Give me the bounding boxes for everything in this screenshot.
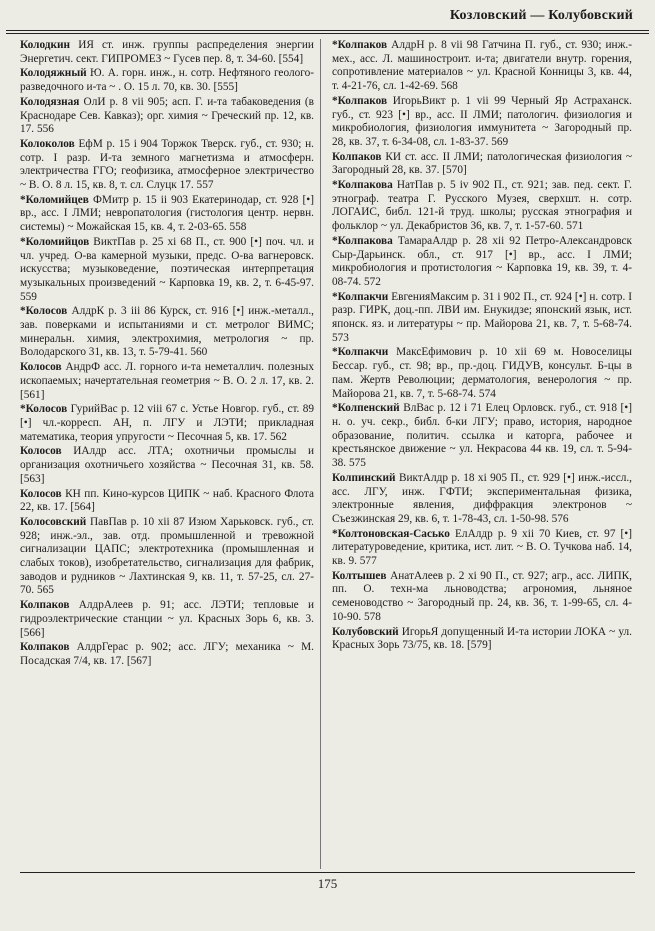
entry-text: ВиктАлдр р. 18 xi 905 П., ст. 929 [•] инж.-иссл., асс. ЛГУ, инж. ГФТИ; экспериментальная физика, электронные явления, диффракция электронов ~ Съезжинская 29, кв. 6, т. 1-78-43, сл. 1-50-98. 576 xyxy=(332,471,632,525)
entry-text: ЕвгенияМаксим р. 31 i 902 П., ст. 924 [•] н. сотр. I разр. ГИРК, доц.-пп. ЛВИ им. Енукидзе; японский язык, ист. японск. яз. и литературы ~ пр. Майорова 21, кв. 7, т. 5-68-74. 573 xyxy=(332,290,632,344)
dictionary-entry xyxy=(332,570,632,625)
entry-text: КИ ст. асс. II ЛМИ; патологическая физиология ~ Загородный 28, кв. 37. [570] xyxy=(332,150,632,177)
entry-text: Ю. А. горн. инж., н. сотр. Нефтяного геолого-разведочного и-та ~ . О. 15 л. 70, кв. 30. [555] xyxy=(20,67,314,94)
entry-text: ПавПав р. 10 xii 87 Изюм Харьковск. губ., ст. 928; инж.-эл., зав. отд. промышленной и тревожной сигнализации ЦАПС; электротехника (промышленная и слабых токов), изобретательство, сигнализация для фабрик, заводов и рудников ~ Лахтинская 9, кв. 11, т. 57-25, сл. 27-70. 565 xyxy=(20,515,315,597)
dictionary-entry xyxy=(332,626,632,653)
entry-headword: *Колосов xyxy=(20,305,68,318)
entry-headword: *Колпакчи xyxy=(332,290,389,303)
entry-headword: *Колосов xyxy=(20,403,68,416)
entry-headword: *Коломийцев xyxy=(20,193,89,206)
footer-rule xyxy=(20,872,635,873)
entry-headword: *Колтоновская-Сасько xyxy=(332,527,450,540)
entry-headword: *Колпакова xyxy=(332,179,393,192)
entry-headword: Колодяжный xyxy=(20,67,87,80)
entry-text: ИгорьВикт р. 1 vii 99 Черный Яр Астраханск. губ., ст. 923 [•] вр., асс. II ЛМИ; патологич. физиология и микробиология, физиология иммунитета ~ Загородный пр. 28, кв. 37, т. 6-34-08, сл. 1-83-37. 569 xyxy=(332,94,632,148)
dictionary-entry xyxy=(20,305,314,360)
dictionary-entry xyxy=(332,95,632,150)
entry-headword: *Коломийцов xyxy=(20,235,90,248)
dictionary-entry xyxy=(332,151,632,178)
dictionary-entry xyxy=(20,138,314,193)
dictionary-entry xyxy=(20,599,314,640)
header-rule xyxy=(6,30,649,31)
dictionary-entry xyxy=(332,402,632,471)
dictionary-entry xyxy=(20,641,314,668)
entry-headword: *Колпенский xyxy=(332,402,400,415)
entry-text: АнатАлеев р. 2 xi 90 П., ст. 927; агр., асс. ЛИПК, пп. О. техн-ма льноводства; агрономия, льняное семеноводство ~ Загородный пр. 24, кв. 36, т. 1-99-65, сл. 4-10-90. 578 xyxy=(332,569,632,623)
entry-text: АлдрН р. 8 vii 98 Гатчина П. губ., ст. 930; инж.-мех., асс. Л. машиностроит. и-та; двигатели внутр. горения, сопротивление материалов ~ ул. Красной Конницы 3, кв. 44, т. 4-21-76, сл. 1-42-69. 568 xyxy=(332,39,632,93)
entry-text: ОлИ р. 8 vii 905; асп. Г. и-та табаковедения (в Краснодаре Сев. Кавказ); орг. химия ~ Греческий пр. 12, кв. 17. 556 xyxy=(20,95,314,136)
dictionary-entry xyxy=(332,291,632,346)
entry-text: АлдрАлеев р. 91; асс. ЛЭТИ; тепловые и гидроэлектрические станции ~ ул. Красных Зорь 6, кв. 3. [566] xyxy=(20,599,314,639)
dictionary-entry xyxy=(20,445,314,486)
entry-text: ВлВас р. 12 i 71 Елец Орловск. губ., ст. 918 [•] н. о. уч. секр., библ. б-ки ЛГУ; право, история, народное образование, политич. ссылка и каторга, рабочее и крестьянское движение ~ ул. Некрасова 44 кв. 19, сл. т. 5-94-38. 575 xyxy=(332,402,633,470)
entry-headword: Колосов xyxy=(20,361,62,374)
dictionary-entry xyxy=(332,179,632,234)
dictionary-entry xyxy=(332,528,632,569)
entry-headword: Колосов xyxy=(20,487,62,500)
entry-text: ГурийВас р. 12 viii 67 с. Устье Новгор. губ., ст. 89 [•] чл.-корресп. АН, п. ЛГУ и ЛЭТИ; прикладная математика, теория упругости ~ Песочная 5, кв. 17. 562 xyxy=(20,403,314,443)
entry-headword: Колосовский xyxy=(20,515,87,528)
entry-text: ТамараАлдр р. 28 xii 92 Петро-Александровск Сыр-Дарьинск. обл., ст. 917 [•] вр., асс. I ЛМИ; микробиология и протистология ~ Карповка 19, кв. 39, т. 4-08-74. 572 xyxy=(332,234,632,288)
entry-text: ИАлдр асс. ЛТА; охотничьи промыслы и организация охотничьего хозяйства ~ Песочная 31, кв. 58. [563] xyxy=(20,445,314,485)
entry-text: ИЯ ст. инж. группы распределения энергии Энергетич. сект. ГИПРОМЕЗ ~ Гусев пер. 8, т. 34-60. [554] xyxy=(20,39,314,65)
entry-headword: Колпинский xyxy=(332,471,396,484)
entry-text: НатПав р. 5 iv 902 П., ст. 921; зав. пед. сект. Г. этнограф. театра Г. Русского Музея, сверхшт. н. сотр. ЛОГАИС, библ. 121-й труд. школы; русская этнография и фольклор ~ ул. Декабристов 36, кв. 7, т. 1-57-60. 571 xyxy=(332,179,632,233)
entry-text: МаксЕфимович р. 10 xii 69 м. Новоселицы Бессар. губ., ст. 98; вр., пр.-доц. ГИДУВ, консульт. Б-цы в пам. Жертв Революции; дерматология, венерология ~ пр. Майорова 21, кв. 7, т. 5-68-74. 574 xyxy=(332,346,633,400)
dictionary-entry xyxy=(20,236,314,305)
entry-text: АндрФ асс. Л. горного и-та неметаллич. полезных ископаемых; начертательная геометрия ~ В. О. 2 л. 17, кв. 2. [561] xyxy=(20,361,314,401)
entry-headword: Колпаков xyxy=(20,599,70,612)
header-rule-secondary xyxy=(6,33,649,34)
entry-headword: *Колпакова xyxy=(332,234,393,247)
entry-text: ВиктПав р. 25 xi 68 П., ст. 900 [•] поч. чл. и чл. учред. О-ва камерной музыки, предс. О-ва вагнеровск. искусства; музыковедение, поэтическая интерпретация музыкальных произведений ~ Карповка 19, кв. 2, т. 6-45-97. 559 xyxy=(20,235,314,303)
dictionary-entry xyxy=(20,488,314,515)
dictionary-entry xyxy=(20,67,314,94)
entry-headword: Колодкин xyxy=(20,39,71,51)
entry-text: АлдрК р. 3 iii 86 Курск, ст. 916 [•] инж.-металл., зав. поверками и испытаниями и ст. метролог ВИМС; минеральн. химия, электрохимия, метрология ~ пр. Володарского 31, кв. 13, т. 5-79-41. 560 xyxy=(20,305,314,359)
running-header: Козловский — Колубовский xyxy=(449,8,633,23)
entry-headword: Колоколов xyxy=(20,137,75,150)
entry-text: ЕфМ р. 15 i 904 Торжок Тверск. губ., ст. 930; н. сотр. I разр. И-та земного магнетизма и атмосферн. электричества ГГО; геофизика, атмосферное электричество ~ В. О. 8 л. 15, кв. 8, т. сл. Слуцк 17. 557 xyxy=(20,137,315,192)
left-column xyxy=(20,39,314,670)
entry-text: КН пп. Кино-курсов ЦИПК ~ наб. Красного Флота 22, кв. 17. [564] xyxy=(20,487,314,514)
dictionary-entry xyxy=(332,472,632,527)
entry-headword: *Колпакчи xyxy=(332,346,389,359)
page-number: 175 xyxy=(317,876,338,891)
dictionary-entry xyxy=(20,39,314,66)
entry-text: АлдрГерас р. 902; асс. ЛГУ; механика ~ М. Посадская 7/4, кв. 17. [567] xyxy=(20,641,314,667)
dictionary-entry xyxy=(332,235,632,290)
right-column xyxy=(332,39,632,654)
dictionary-entry xyxy=(332,39,632,94)
dictionary-entry xyxy=(20,361,314,402)
entry-headword: Колубовский xyxy=(332,625,399,638)
entry-headword: Колпаков xyxy=(332,150,382,163)
entry-headword: Колпаков xyxy=(20,641,70,654)
dictionary-entry xyxy=(20,403,314,444)
entry-text: ИгорьЯ допущенный И-та истории ЛОКА ~ ул. Красных Зорь 73/75, кв. 18. [579] xyxy=(332,625,632,652)
entry-headword: Колтышев xyxy=(332,569,387,582)
entry-headword: *Колпаков xyxy=(332,39,388,51)
entry-headword: Колодязная xyxy=(20,95,80,108)
dictionary-entry xyxy=(20,96,314,137)
column-divider xyxy=(320,39,321,869)
dictionary-entry xyxy=(332,346,632,401)
entry-headword: Колосов xyxy=(20,445,62,458)
entry-headword: *Колпаков xyxy=(332,94,388,107)
entry-text: ФМитр р. 15 ii 903 Екатеринодар, ст. 928 [•] вр., асс. I ЛМИ; невропатология (гистология центр. нервн. системы) ~ Можайская 15, кв. 4, т. 2-03-65. 558 xyxy=(20,193,314,234)
entry-text: ЕлАлдр р. 9 xii 70 Киев, ст. 97 [•] литературоведение, критика, ист. лит. ~ В. О. Тучкова наб. 14, кв. 9. 577 xyxy=(332,527,632,568)
dictionary-entry xyxy=(20,194,314,235)
dictionary-entry xyxy=(20,516,314,598)
